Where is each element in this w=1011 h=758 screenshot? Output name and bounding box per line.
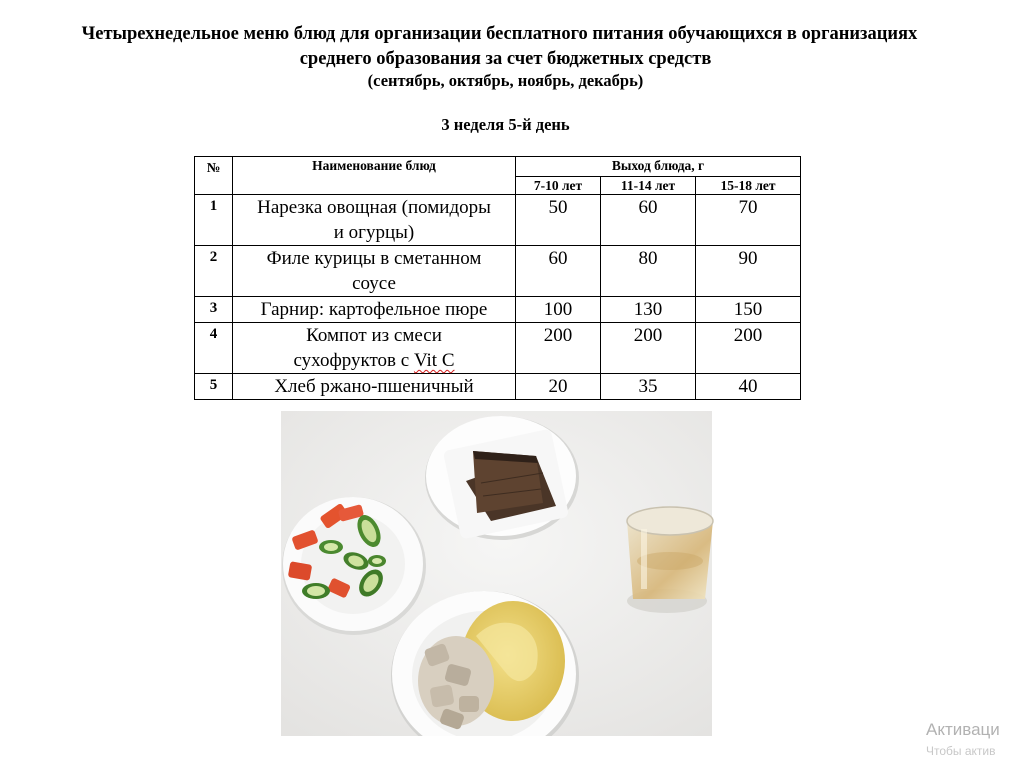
yield-7-10: 100 bbox=[516, 297, 601, 323]
dish-name-line: соусе bbox=[352, 273, 396, 294]
row-number: 5 bbox=[195, 374, 233, 400]
os-activation-watermark: Активаци bbox=[926, 720, 1000, 739]
salad-plate bbox=[282, 497, 426, 635]
table-row bbox=[195, 297, 801, 323]
meal-photo-illustration bbox=[281, 411, 724, 736]
yield-7-10: 200 bbox=[516, 323, 601, 374]
yield-15-18: 200 bbox=[696, 323, 801, 374]
dish-name-line-prefix: сухофруктов с bbox=[293, 350, 414, 371]
yield-15-18: 40 bbox=[696, 374, 801, 400]
document-subtitle: (сентябрь, октябрь, ноябрь, декабрь) bbox=[367, 71, 644, 90]
menu-table bbox=[194, 156, 801, 400]
spellcheck-marked-word: Vit C bbox=[413, 350, 455, 371]
row-number: 4 bbox=[195, 323, 233, 374]
yield-15-18: 150 bbox=[696, 297, 801, 323]
dish-name: Хлеб ржано-пшеничный bbox=[233, 374, 516, 400]
yield-11-14: 60 bbox=[601, 195, 696, 246]
dish-name-line: Компот из смеси bbox=[306, 325, 442, 346]
bread-plate bbox=[425, 416, 579, 540]
dish-name bbox=[233, 323, 516, 374]
compote-glass bbox=[627, 507, 713, 613]
yield-7-10: 50 bbox=[516, 195, 601, 246]
table-row bbox=[195, 323, 801, 374]
document-title-line-2: среднего образования за счет бюджетных средств bbox=[299, 49, 712, 69]
yield-7-10: 60 bbox=[516, 246, 601, 297]
dish-name-line: и огурцы) bbox=[333, 222, 415, 243]
header-number: № bbox=[195, 157, 233, 195]
header-yield: Выход блюда, г bbox=[516, 157, 801, 177]
yield-11-14: 130 bbox=[601, 297, 696, 323]
table-header-row bbox=[195, 157, 801, 177]
row-number: 1 bbox=[195, 195, 233, 246]
yield-11-14: 35 bbox=[601, 374, 696, 400]
document-title-line-1: Четырехнедельное меню блюд для организации бесплатного питания обучающихся в организациях bbox=[81, 24, 918, 44]
yield-7-10: 20 bbox=[516, 374, 601, 400]
table-row bbox=[195, 246, 801, 297]
table-row bbox=[195, 195, 801, 246]
os-activation-watermark-subtext: Чтобы актив bbox=[926, 744, 996, 758]
row-number: 2 bbox=[195, 246, 233, 297]
header-age-11-14: 11-14 лет bbox=[601, 177, 696, 195]
yield-15-18: 70 bbox=[696, 195, 801, 246]
dish-name bbox=[233, 246, 516, 297]
header-dish-name: Наименование блюд bbox=[233, 157, 516, 195]
row-number: 3 bbox=[195, 297, 233, 323]
meal-photo bbox=[281, 411, 724, 736]
table-row bbox=[195, 374, 801, 400]
yield-11-14: 200 bbox=[601, 323, 696, 374]
dish-name-line: Нарезка овощная (помидоры bbox=[257, 197, 491, 218]
header-age-15-18: 15-18 лет bbox=[696, 177, 801, 195]
dish-name bbox=[233, 195, 516, 246]
yield-11-14: 80 bbox=[601, 246, 696, 297]
dish-name-line: Филе курицы в сметанном bbox=[266, 248, 482, 269]
dish-name: Гарнир: картофельное пюре bbox=[233, 297, 516, 323]
day-label: 3 неделя 5-й день bbox=[441, 115, 570, 134]
header-age-7-10: 7-10 лет bbox=[516, 177, 601, 195]
yield-15-18: 90 bbox=[696, 246, 801, 297]
